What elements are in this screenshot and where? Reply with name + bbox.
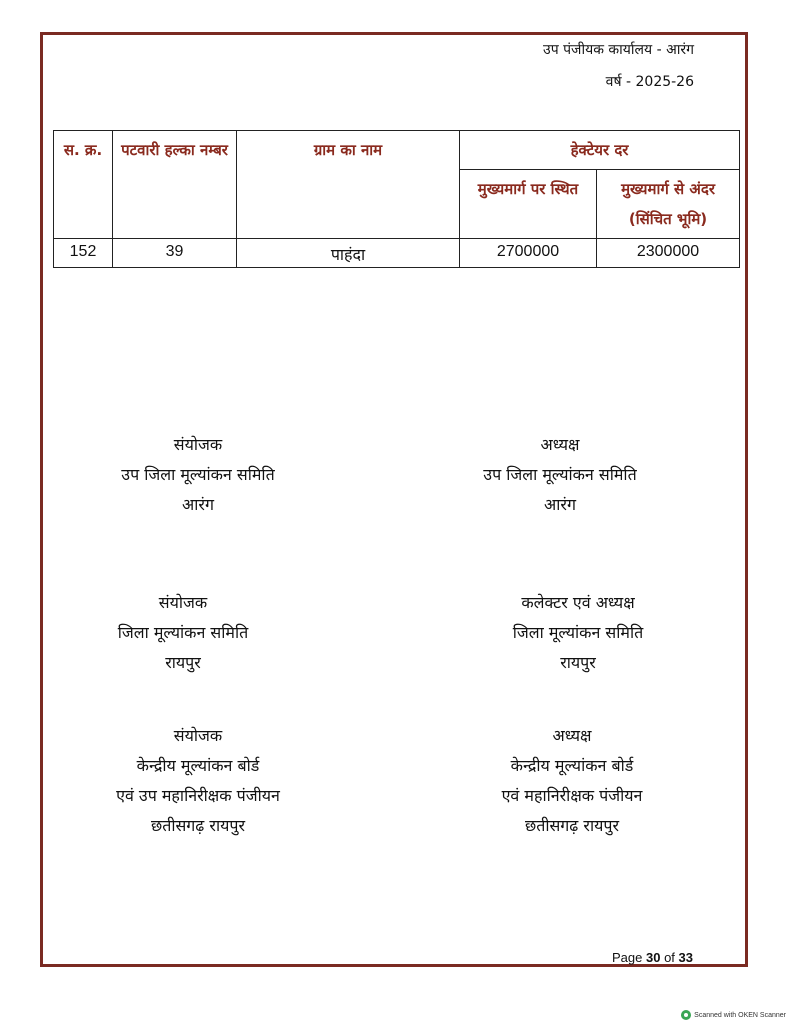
- cell-serial: 152: [54, 239, 113, 268]
- year-label: वर्ष - 2025-26: [605, 74, 694, 90]
- header-patwari: पटवारी हल्का नम्बर: [113, 131, 237, 239]
- rate-table: [53, 130, 740, 268]
- cell-main-road: 2700000: [460, 239, 597, 268]
- signature-role: संयोजक: [173, 435, 223, 454]
- signature-role: अध्यक्ष: [552, 726, 592, 745]
- signature-role: संयोजक: [158, 593, 208, 612]
- signature-role: कलेक्टर एवं अध्यक्ष: [521, 593, 635, 612]
- signature-line: एवं उप महानिरीक्षक पंजीयन: [116, 786, 280, 805]
- signature-line: छतीसगढ़ रायपुर: [151, 816, 245, 835]
- header-serial: स. क्र.: [54, 131, 113, 239]
- signature-line: एवं महानिरीक्षक पंजीयन: [501, 786, 643, 805]
- page-current: 30: [645, 950, 661, 965]
- signature-block-right-1: [410, 430, 710, 520]
- signature-line: छतीसगढ़ रायपुर: [525, 816, 619, 835]
- scanner-logo-icon: [681, 1010, 691, 1020]
- table-row: [54, 239, 740, 268]
- signature-block-left-1: [48, 430, 348, 520]
- signature-line: आरंग: [544, 495, 576, 514]
- cell-village: पाहंदा: [237, 239, 460, 268]
- signature-line: केन्द्रीय मूल्यांकन बोर्ड: [136, 756, 260, 775]
- cell-patwari: 39: [113, 239, 237, 268]
- scanner-watermark: [681, 1010, 786, 1020]
- header-hectare-rate: हेक्टेयर दर: [460, 131, 740, 170]
- signature-line: उप जिला मूल्यांकन समिति: [121, 465, 275, 484]
- signature-block-right-2: [428, 588, 728, 678]
- signature-line: रायपुर: [165, 653, 201, 672]
- signature-block-right-3: [422, 721, 722, 841]
- scanner-text: Scanned with OKEN Scanner: [694, 1011, 786, 1019]
- signature-line: आरंग: [182, 495, 214, 514]
- header-village: ग्राम का नाम: [237, 131, 460, 239]
- page-prefix: Page: [611, 950, 643, 965]
- signature-block-left-2: [33, 588, 333, 678]
- page-total: 33: [678, 950, 693, 965]
- signature-block-left-3: [48, 721, 348, 841]
- signature-line: रायपुर: [560, 653, 596, 672]
- office-name: उप पंजीयक कार्यालय - आरंग: [543, 42, 694, 58]
- header-main-road: मुख्यमार्ग पर स्थित: [460, 170, 597, 239]
- signature-line: जिला मूल्यांकन समिति: [117, 623, 249, 642]
- signature-line: केन्द्रीय मूल्यांकन बोर्ड: [510, 756, 634, 775]
- cell-inside: 2300000: [597, 239, 740, 268]
- signature-line: जिला मूल्यांकन समिति: [512, 623, 644, 642]
- page-number: [612, 950, 693, 965]
- signature-line: उप जिला मूल्यांकन समिति: [483, 465, 637, 484]
- signature-role: संयोजक: [173, 726, 223, 745]
- signature-role: अध्यक्ष: [540, 435, 580, 454]
- page-of: of: [664, 950, 675, 965]
- header-inside: मुख्यमार्ग से अंदर (सिंचित भूमि): [597, 170, 740, 239]
